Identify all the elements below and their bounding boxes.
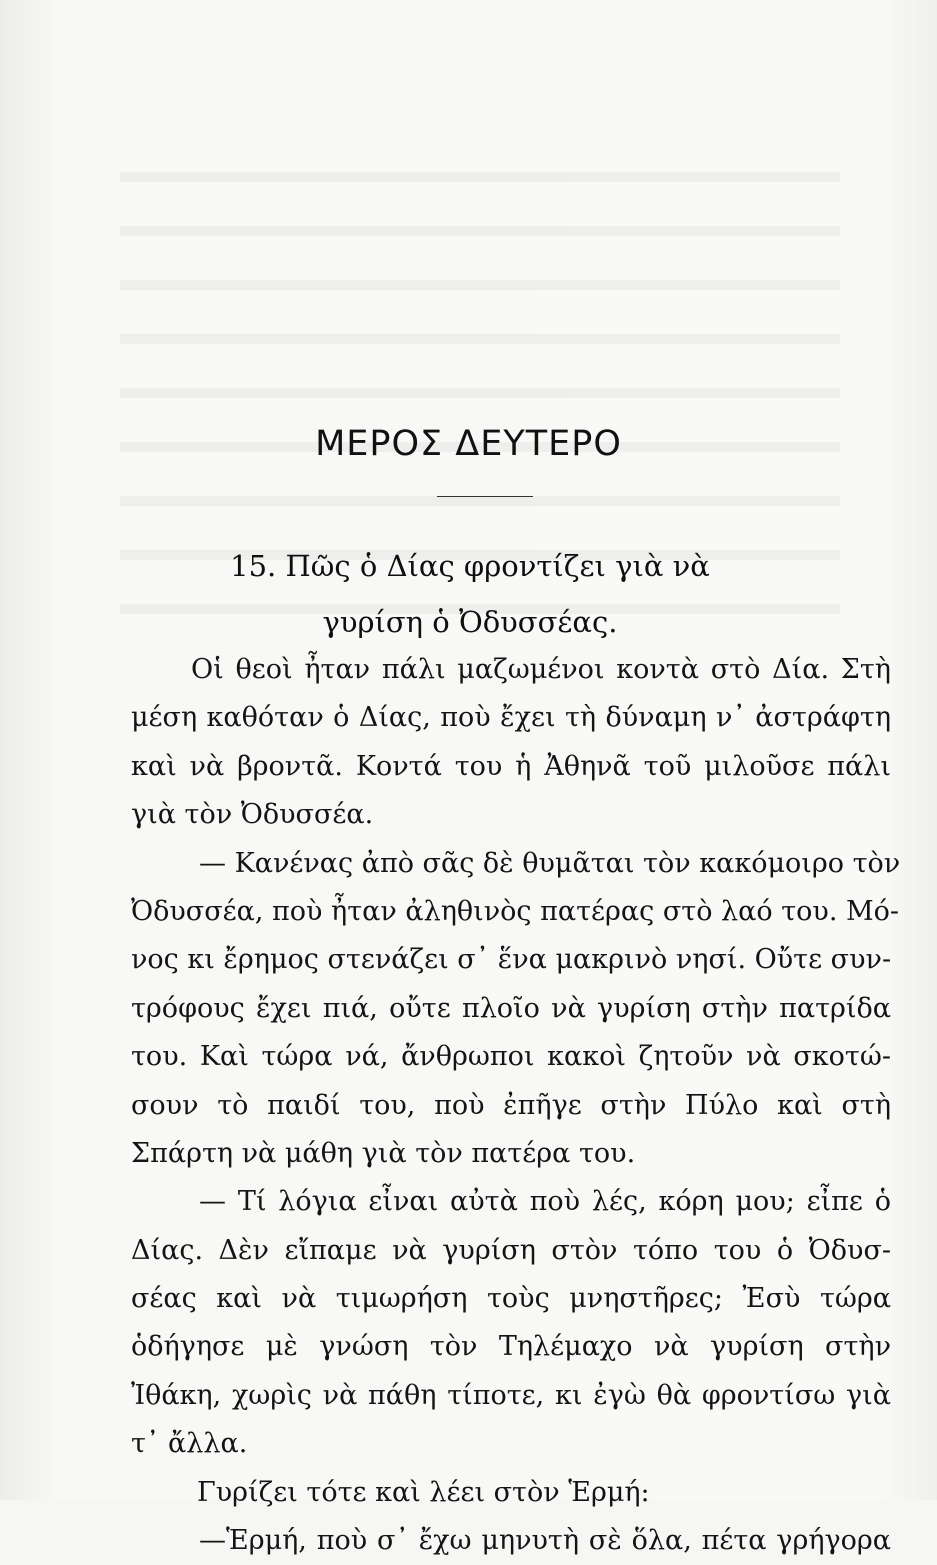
section-title: ΜΕΡΟΣ ΔΕΥΤΕΡΟ	[315, 424, 622, 464]
text-line: Σπάρτη νὰ μάθη γιὰ τὸν πατέρα του.	[131, 1137, 636, 1169]
text-line: σουν τὸ παιδί του, ποὺ ἐπῆγε στὴν Πύλο καὶ στὴ	[131, 1089, 891, 1121]
text-line: του. Καὶ τώρα νά, ἄνθρωποι κακοὶ ζητοῦν νὰ σκοτώ-	[131, 1041, 891, 1073]
text-line: —Ἑρμή, ποὺ σ᾽ ἔχω μηνυτὴ σὲ ὅλα, πέτα γρήγορα	[199, 1525, 891, 1557]
chapter-title-line: γυρίση ὁ Ὀδυσσέας.	[322, 605, 618, 639]
body-text	[131, 646, 901, 1565]
chapter-title-line: 15. Πῶς ὁ Δίας φροντίζει γιὰ νὰ	[230, 549, 710, 583]
text-line: — Τί λόγια εἶναι αὐτὰ ποὺ λές, κόρη μου; εἶπε ὁ	[199, 1186, 891, 1218]
text-line: γιὰ τὸν Ὀδυσσέα.	[131, 799, 374, 831]
text-line: καὶ νὰ βροντᾶ. Κοντά του ἡ Ἀθηνᾶ τοῦ μιλοῦσε πάλι	[131, 750, 891, 782]
title-divider	[437, 496, 533, 497]
text-line: — Κανένας ἀπὸ σᾶς δὲ θυμᾶται τὸν κακόμοιρο τὸν	[199, 847, 901, 879]
text-line: Οἱ θεοὶ ἦταν πάλι μαζωμένοι κοντὰ στὸ Δία. Στὴ	[191, 654, 891, 685]
text-line: σέας καὶ νὰ τιμωρήση τοὺς μνηστῆρες; Ἐσὺ τώρα	[131, 1283, 891, 1315]
chapter-title	[160, 538, 780, 650]
text-line: νος κι ἔρημος στενάζει σ᾽ ἕνα μακρινὸ νησί. Οὔτε συν-	[131, 944, 892, 976]
text-line: ὁδήγησε μὲ γνώση τὸν Τηλέμαχο νὰ γυρίση στὴν	[131, 1331, 891, 1363]
text-line: μέση καθόταν ὁ Δίας, ποὺ ἔχει τὴ δύναμη ν᾽ ἀστράφτη	[131, 702, 891, 734]
text-line: τρόφους ἔχει πιά, οὔτε πλοῖο νὰ γυρίση στὴν πατρίδα	[131, 992, 891, 1024]
text-line: τ᾽ ἄλλα.	[131, 1428, 248, 1460]
text-line: Ὀδυσσέα, ποὺ ἦταν ἀληθινὸς πατέρας στὸ λαό του. Μό-	[131, 895, 900, 927]
text-line: Γυρίζει τότε καὶ λέει στὸν Ἑρμή:	[197, 1476, 650, 1508]
text-line: Ἰθάκη, χωρὶς νὰ πάθη τίποτε, κι ἐγὼ θὰ φροντίσω γιὰ	[131, 1379, 891, 1411]
text-line: Δίας. Δὲν εἴπαμε νὰ γυρίση στὸν τόπο του ὁ Ὀδυσ-	[131, 1234, 891, 1266]
